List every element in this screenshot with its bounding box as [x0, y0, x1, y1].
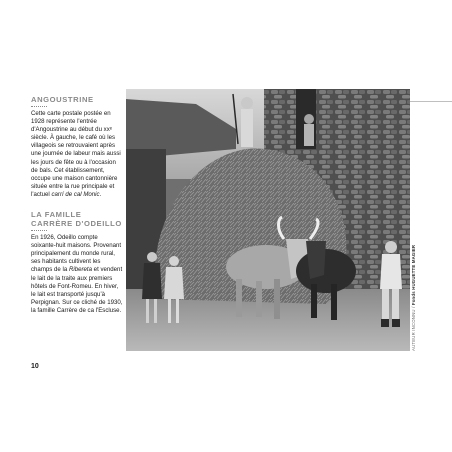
page-number: 10 — [31, 363, 39, 370]
paragraph-italic: Ribereta — [68, 266, 92, 274]
photo-illustration — [126, 89, 410, 351]
section-paragraph — [31, 110, 123, 199]
section-angoustrine — [31, 95, 123, 199]
paragraph-text-end: et vendent le lait de la traite aux premiers hôtels de Font-Romeu. En hiver, le lait est transporté jusqu'à Perpignan. Sur ce cliché de 1930, la famille Carrère de ca l'Escluse. — [31, 266, 123, 314]
credit-prefix: AUTEUR INCONNU / — [411, 305, 416, 351]
man-on-haystack-2 — [304, 114, 314, 146]
section-famille-carrere — [31, 210, 123, 315]
paragraph-text: Cette carte postale postée en 1928 représente l'entrée d'Angoustrine au début du xxᵉ siècle. À gauche, le café où les villageois se retrouvaient après une journée de labeur mais aussi les jours de fête ou à l'occasion de bals. Cet établissement, occupe une maison cantonnière située entre la rue principale et l'actuel — [31, 110, 121, 198]
historical-photograph — [126, 89, 410, 351]
photo-credit — [411, 245, 416, 351]
paragraph-text: En 1926, Odeillo compte soixante-huit maisons. Provenant principalement du monde rural, ses habitants cultivent les champs de la — [31, 234, 122, 274]
heading-rule — [31, 106, 47, 107]
heading-line-1: LA FAMILLE — [31, 210, 82, 220]
sidebar-text — [31, 95, 123, 315]
credit-name: Fonds HUGUETTE MAGIER — [411, 244, 416, 306]
paragraph-italic: carrí de cal Monic — [51, 190, 100, 198]
section-paragraph — [31, 234, 123, 315]
section-heading — [31, 210, 123, 228]
decorative-rule — [410, 101, 452, 102]
section-heading: ANGOUSTRINE — [31, 95, 94, 104]
heading-rule — [31, 230, 47, 231]
heading-line-2: CARRÈRE D'ODEILLO — [31, 219, 122, 229]
paragraph-text-end: . — [99, 190, 102, 198]
